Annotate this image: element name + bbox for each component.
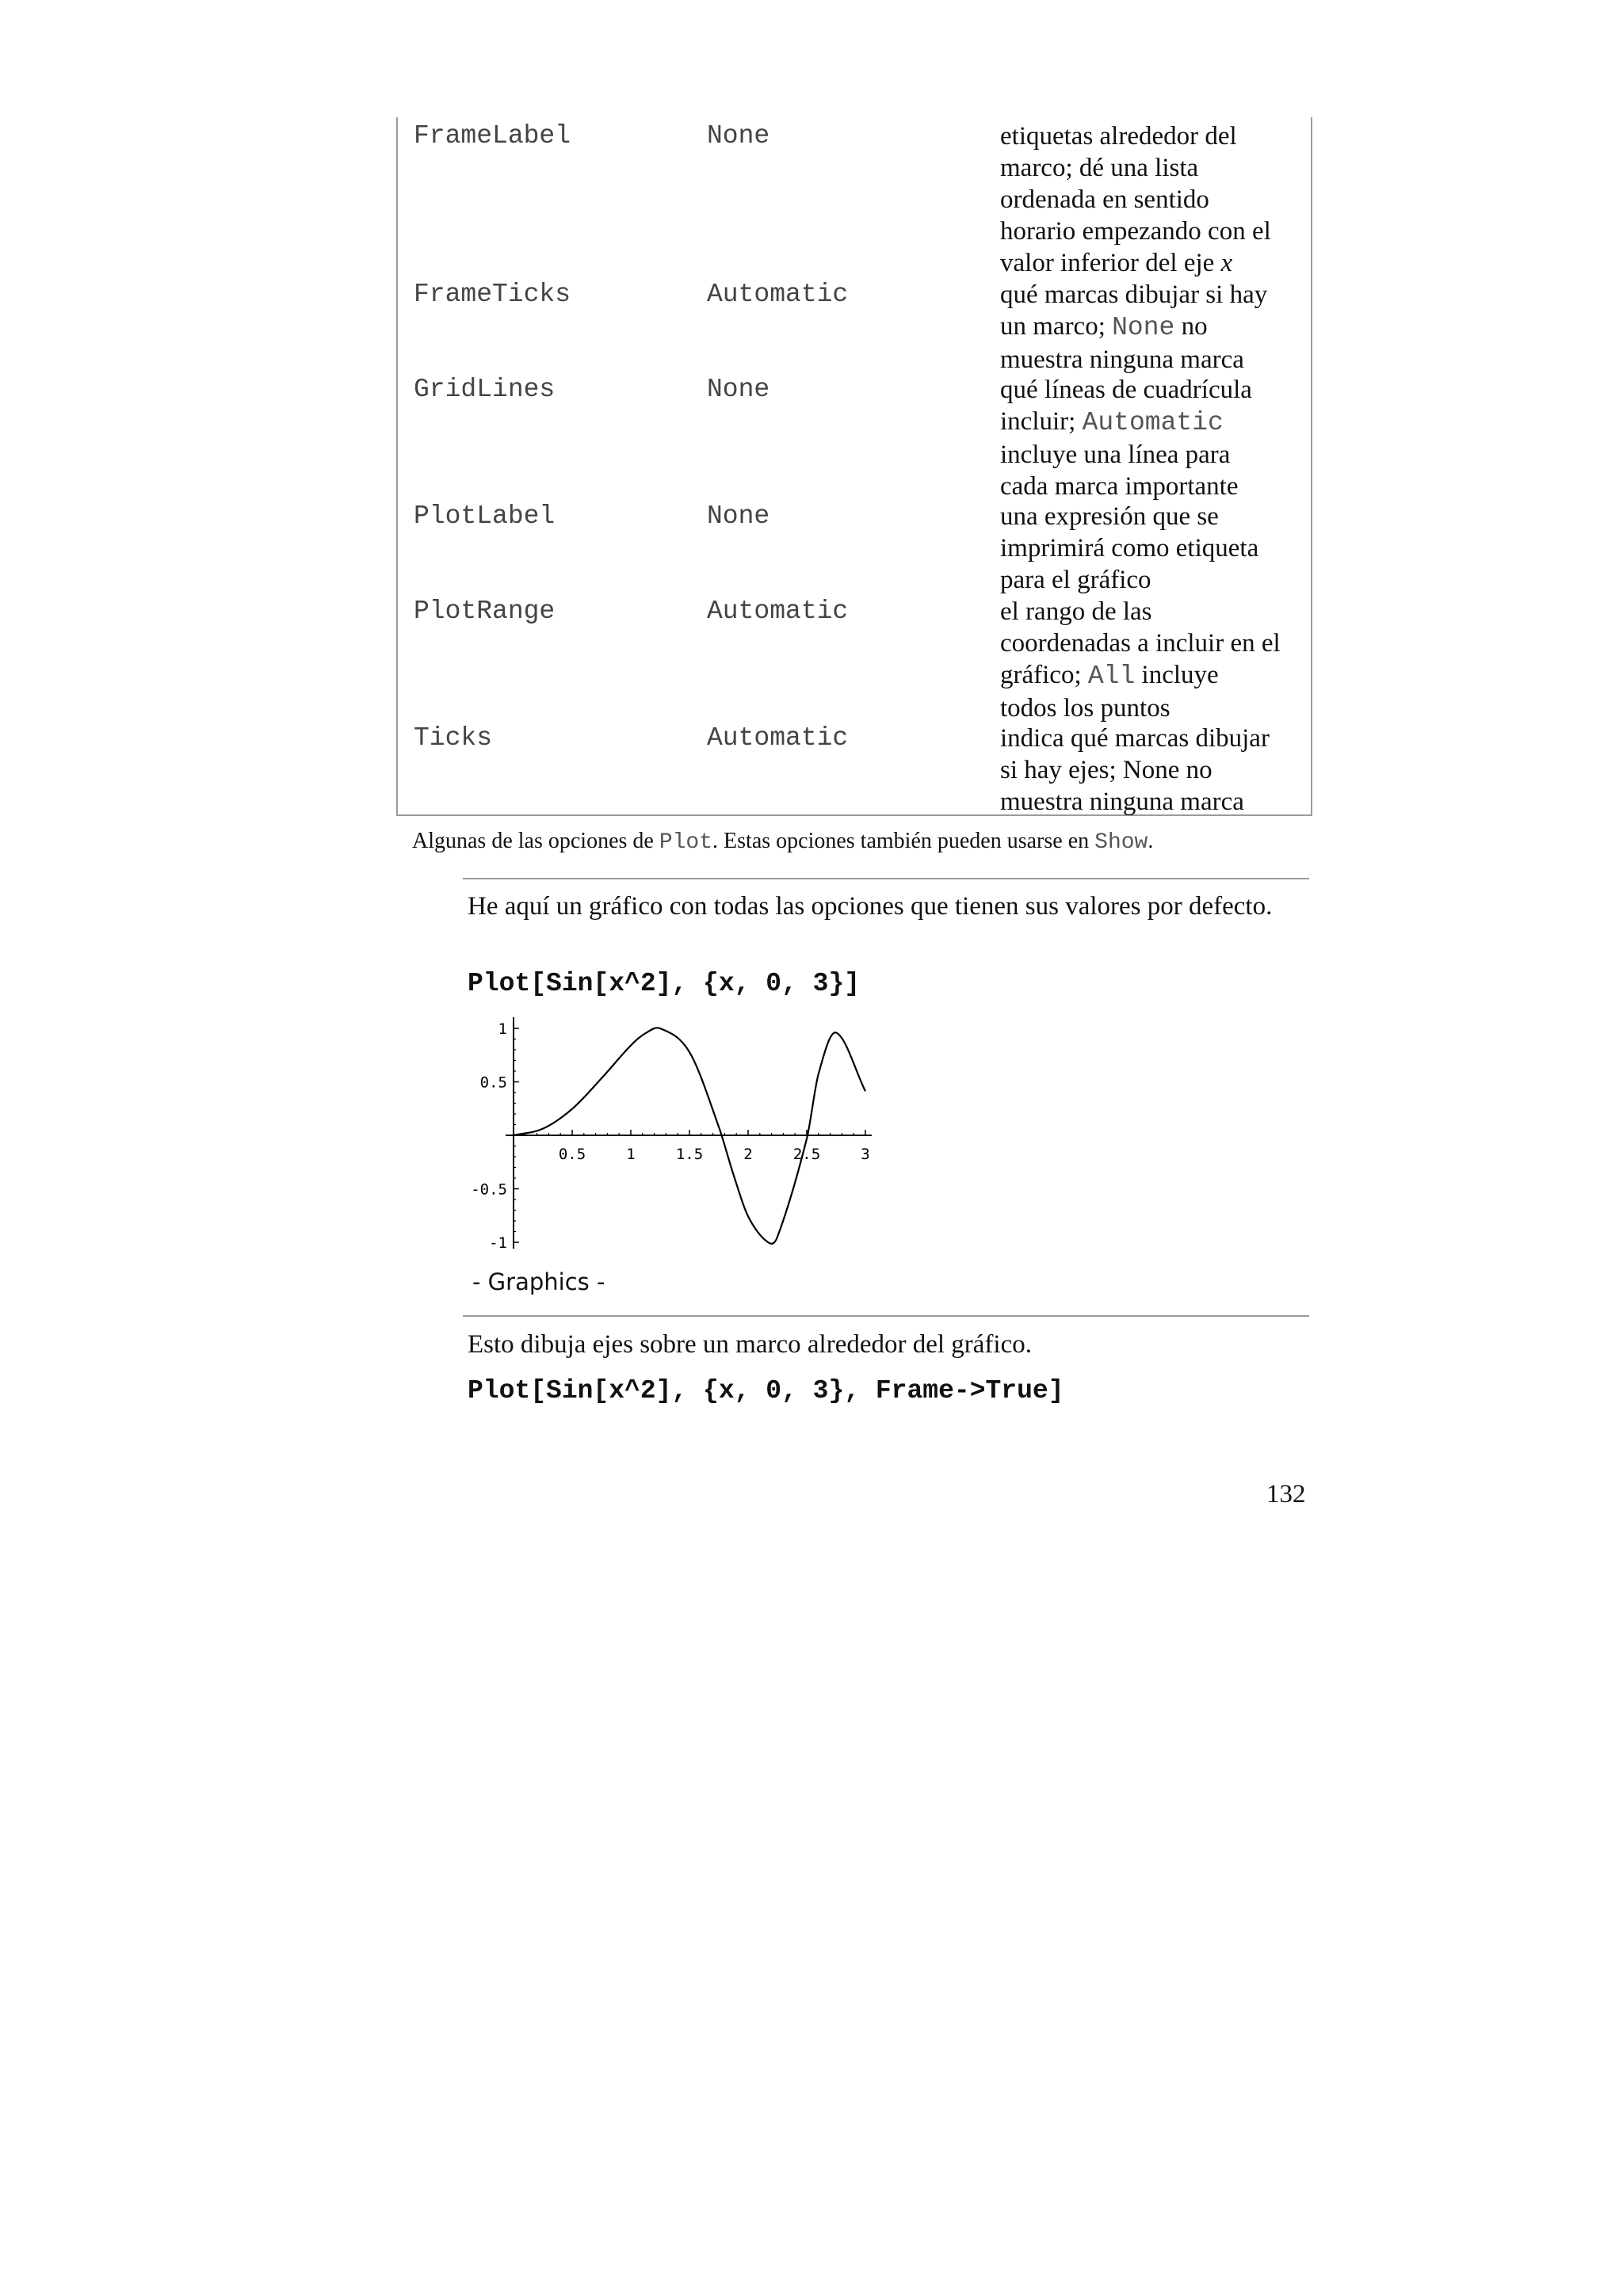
- description-line: [1000, 692, 1304, 724]
- x-tick-label: 2: [743, 1146, 753, 1163]
- option-name: PlotLabel: [414, 502, 556, 531]
- description-text: para el gráfico: [1000, 566, 1151, 594]
- option-default-value: None: [707, 121, 770, 151]
- description-text: horario empezando con el: [1000, 217, 1271, 246]
- inline-code: All: [1087, 662, 1136, 691]
- description-text: el rango de las: [1000, 597, 1152, 626]
- output-label: - Graphics -: [472, 1268, 605, 1295]
- description-text: imprimirá como etiqueta: [1000, 534, 1259, 563]
- description-text: un marco;: [1000, 312, 1113, 341]
- description-line: [1000, 659, 1304, 692]
- section-text: Esto dibuja ejes sobre un marco alrededor del gráfico.: [468, 1330, 1032, 1359]
- description-text: todos los puntos: [1000, 694, 1170, 723]
- option-name: Ticks: [414, 723, 493, 753]
- caption-code-show: Show: [1094, 830, 1148, 855]
- section-divider: [463, 1315, 1309, 1317]
- description-line: [1000, 184, 1304, 215]
- x-tick-label: 1: [626, 1146, 636, 1163]
- description-text: si hay ejes; None no: [1000, 756, 1212, 784]
- option-row: [398, 723, 1311, 818]
- description-line: [1000, 406, 1304, 439]
- description-line: [1000, 247, 1304, 279]
- option-default-value: Automatic: [707, 280, 849, 309]
- description-line: [1000, 754, 1304, 786]
- description-line: [1000, 532, 1304, 564]
- option-default-value: Automatic: [707, 597, 849, 626]
- table-caption: [412, 827, 1153, 857]
- description-line: [1000, 311, 1304, 344]
- option-description: [1000, 596, 1304, 724]
- description-line: [1000, 439, 1304, 471]
- inline-code: None: [1112, 313, 1175, 342]
- option-row: [398, 279, 1311, 374]
- y-tick-label: -1: [489, 1234, 507, 1252]
- description-line: [1000, 215, 1304, 247]
- caption-text: Algunas de las opciones de: [412, 829, 659, 853]
- option-description: [1000, 120, 1304, 279]
- description-line: [1000, 120, 1304, 152]
- option-description: [1000, 279, 1304, 376]
- description-text: no: [1174, 312, 1208, 341]
- description-text: valor inferior del eje: [1000, 249, 1221, 277]
- caption-text: . Estas opciones también pueden usarse en: [712, 829, 1095, 853]
- description-text: ordenada en sentido: [1000, 185, 1209, 214]
- description-text: incluir;: [1000, 407, 1083, 436]
- description-line: [1000, 786, 1304, 818]
- option-name: PlotRange: [414, 597, 556, 626]
- option-name: FrameTicks: [414, 280, 571, 309]
- option-default-value: Automatic: [707, 723, 849, 753]
- description-text: x: [1220, 249, 1233, 277]
- description-line: [1000, 344, 1304, 376]
- option-default-value: None: [707, 375, 770, 404]
- description-line: [1000, 152, 1304, 184]
- description-text: incluye: [1135, 661, 1219, 689]
- description-text: qué líneas de cuadrícula: [1000, 376, 1252, 404]
- option-description: [1000, 501, 1304, 596]
- y-tick-label: -0.5: [471, 1180, 507, 1199]
- option-description: [1000, 723, 1304, 818]
- description-text: incluye una línea para: [1000, 441, 1231, 469]
- description-text: qué marcas dibujar si hay: [1000, 280, 1268, 309]
- description-line: [1000, 627, 1304, 659]
- description-text: gráfico;: [1000, 661, 1088, 689]
- sine-plot: [460, 1014, 888, 1276]
- inline-code: Automatic: [1082, 408, 1224, 437]
- x-tick-label: 2.5: [792, 1146, 821, 1163]
- description-line: [1000, 564, 1304, 596]
- y-tick-label: 1: [498, 1020, 507, 1038]
- option-description: [1000, 374, 1304, 502]
- description-line: [1000, 471, 1304, 502]
- x-tick-label: 1.5: [675, 1146, 704, 1163]
- description-line: [1000, 723, 1304, 754]
- x-tick-label: 3: [861, 1146, 870, 1163]
- description-text: cada marca importante: [1000, 472, 1239, 501]
- option-default-value: None: [707, 502, 770, 531]
- option-name: GridLines: [414, 375, 556, 404]
- option-row: [398, 596, 1311, 723]
- description-text: marco; dé una lista: [1000, 154, 1199, 182]
- description-line: [1000, 279, 1304, 311]
- page-number: 132: [1266, 1480, 1306, 1508]
- option-name: FrameLabel: [414, 121, 571, 151]
- option-row: [398, 374, 1311, 501]
- description-line: [1000, 596, 1304, 627]
- y-tick-label: 0.5: [479, 1074, 507, 1092]
- description-text: indica qué marcas dibujar: [1000, 724, 1270, 753]
- description-text: muestra ninguna marca: [1000, 788, 1244, 816]
- input-cell[interactable]: Plot[Sin[x^2], {x, 0, 3}, Frame->True]: [468, 1376, 1064, 1405]
- description-text: etiquetas alrededor del: [1000, 122, 1237, 151]
- caption-text: .: [1148, 829, 1154, 853]
- plot-options-table: [396, 117, 1312, 816]
- description-line: [1000, 374, 1304, 406]
- description-text: coordenadas a incluir en el: [1000, 629, 1281, 658]
- input-cell[interactable]: Plot[Sin[x^2], {x, 0, 3}]: [468, 969, 861, 998]
- description-text: una expresión que se: [1000, 502, 1219, 531]
- section-text: He aquí un gráfico con todas las opciones que tienen sus valores por defecto.: [468, 892, 1273, 921]
- section-divider: [463, 878, 1309, 879]
- option-row: [398, 501, 1311, 596]
- description-text: muestra ninguna marca: [1000, 345, 1244, 374]
- description-line: [1000, 501, 1304, 532]
- option-row: [398, 120, 1311, 279]
- caption-code-plot: Plot: [659, 830, 713, 855]
- x-tick-label: 0.5: [558, 1146, 586, 1163]
